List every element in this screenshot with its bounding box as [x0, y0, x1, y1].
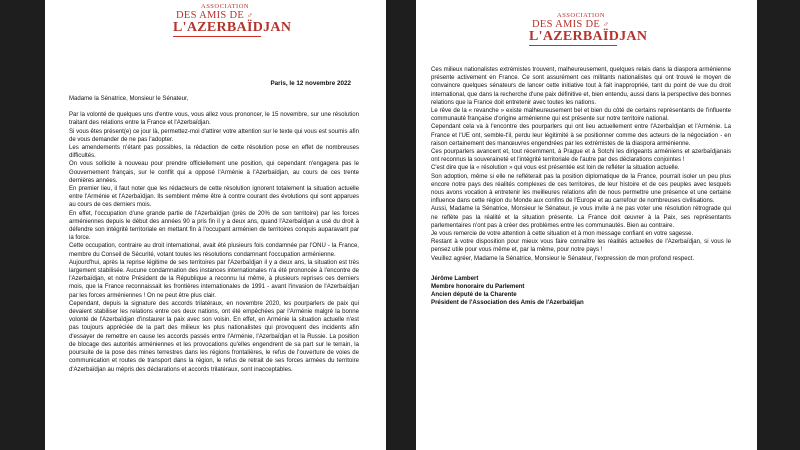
- letter-date: Paris, le 12 novembre 2022: [270, 80, 351, 87]
- logo-line-1: ASSOCIATION: [557, 12, 606, 19]
- paragraph: En premier lieu, il faut noter que les rédacteurs de cette résolution ignorent totalement la situation actuelle entre l'Arménie et l'Azerbaïdjan. Ils semblent même être à contre courant des évolutions qui sont apparues au cours de ces derniers mois.: [69, 186, 359, 209]
- paragraph: Aussi, Madame la Sénatrice, Monsieur le Sénateur, je vous invite à ne pas voter une résolution rétrograde qui ne reflète pas la réalité et la situation présente. La France doit œuvrer à la Paix, ses représentants parlementaires n'ont pas à créer des problèmes entre les communautés. Bien au contraire.: [431, 206, 731, 229]
- logo-line-3: L'AZERBAÏDJAN: [173, 20, 292, 35]
- letter-page-2: [416, 0, 757, 450]
- paragraph: Cependant cela va à l'encontre des pourparlers qui ont lieu actuellement entre l'Azerbaïdjan et l'Arménie. La France et l'UE ont, semble-t'il, perdu leur légitimité à se positionner comme des acteurs de la négociation - en raison certainement des manœuvres engendrées par les extrémistes de la diaspora arménienne.: [431, 124, 731, 147]
- letter-page-1: [45, 0, 386, 450]
- paragraph: On vous sollicite à nouveau pour prendre officiellement une position, qui cependant n'engagera pas le Gouvernement français, sur le conflit qui a opposé l'Arménie à l'Azerbaïdjan, au cours de ces trente dernières années.: [69, 161, 359, 184]
- paragraph: Veuillez agréer, Madame la Sénatrice, Monsieur le Sénateur, l'expression de mon profond respect.: [431, 255, 694, 262]
- signer-title: Ancien député de la Charente: [431, 291, 517, 299]
- paragraph: Ces milieux nationalistes extrémistes trouvent, malheureusement, quelques relais dans la diaspora arménienne présente activement en France. Ce sont assurément ces militants nationalistes qui ont trouvé le moyen de convaincre quelques sénateurs de lancer cette initiative tout à fait inappropriée, tant du point de vue du droit international, que dans la recherche d'une paix définitive et, bien entendu, aussi dans la perspective des bonnes relations que la France doit entretenir avec toutes les nations.: [431, 67, 732, 106]
- paragraph: Restant à votre disposition pour mieux vous faire connaître les réalités actuelles de l'Azerbaïdjan, si vous le pensez utile pour vous même et, par la même, pour notre pays !: [431, 239, 731, 254]
- paragraph: Cependant, depuis la signature des accords trilatéraux, en novembre 2020, les pourparlers de paix qui devaient stabiliser les relations entre ces deux nations, ont été empêchées par l'Arménie malgré la bonne volonté de l'Azerbaïdjan d'instaurer la paix avec son voisin. En effet, en Arménie la situation actuelle n'est pas toujours appréciée de la part des milieux les plus nationalistes qui provoquent des incidents afin d'essayer de remettre en cause les accords passés entre l'Arménie, l'Azerbaïdjan et la Russie. La position de blocage des autorités arméniennes et les provocations qu'elles engendrent de sa part sur le terrain, la poursuite de la pose des mines terrestres dans les régions frontalières, le refus de l'ouverture de voies de communication et routes de transport dans la région, le refus de retrait de ses forces armées du territoire d'Azerbaïdjan au mépris des déclarations et accords trilatéraux, sont inacceptables.: [69, 300, 359, 373]
- paragraph: Ces pourparlers avancent et, tout récemment, à Prague et à Sotchi les dirigeants arméniens et azerbaïdjanais ont reconnus la souveraineté et l'intégrité territoriale de l'autre par des déclarations conjointes !: [431, 149, 731, 164]
- venus-mars-icon: ♂: [603, 19, 610, 29]
- logo-underline: [173, 36, 261, 37]
- association-logo: [529, 13, 647, 46]
- salutation: Madame la Sénatrice, Monsieur le Sénateur,: [69, 96, 189, 102]
- letter-body-right: [431, 66, 731, 308]
- paragraph: Je vous remercie de votre attention à cette situation et à mon message confiant en votre sagesse.: [431, 231, 694, 238]
- paragraph: Cette occupation, contraire au droit international, avait été plusieurs fois condamnée par l'ONU - la France, membre du Conseil de Sécurité, votant toutes les résolutions condamnant l'occupation arménienne.: [69, 243, 359, 258]
- venus-mars-icon: ♂: [247, 10, 254, 20]
- signer-name: Jérôme Lambert: [431, 274, 479, 282]
- letter-body-left: [69, 95, 359, 374]
- signer-title: Membre honoraire du Parlement: [431, 283, 525, 291]
- paragraph: Si vous êtes présent(e) ce jour là, permettez-moi d'attirer votre attention sur le texte qui vous est soumis afin de vous demander de ne pas l'adopter.: [69, 128, 359, 143]
- paragraph: C'est dire que la « résolution » qui vous est présentée est loin de refléter la situation actuelle.: [431, 165, 680, 172]
- logo-underline: [529, 45, 617, 46]
- logo-line-3: L'AZERBAÏDJAN: [529, 29, 648, 44]
- association-logo: [173, 4, 291, 37]
- paragraph: Son adoption, même si elle ne refléterait pas la position diplomatique de la France, pourrait isoler un peu plus encore notre pays des réalités complexes de ces territoires, de leur histoire et de ces peuples avec lesquels nous avons vocation à entretenir les meilleures relations afin de nous permettre une présence et une certaine influence dans cette région du Monde aux confins de l'Europe et au carrefour de nombreuses civilisations.: [431, 173, 731, 205]
- paragraph: Le rêve de la « revanche » existe malheureusement bel et bien du côté de certains représentants de l'influente communauté française d'origine arménienne qui est présente sur notre territoire national.: [431, 108, 731, 123]
- paragraph: Les amendements n'étant pas possibles, la rédaction de cette résolution pose en effet de nombreuses difficultés.: [69, 145, 359, 160]
- paragraph: Aujourd'hui, après la reprise légitime de ses territoires par l'Azerbaïdjan il y a deux ans, la situation est très largement stabilisée. Aucune condamnation des instances internationales n'a été prononcée à l'encontre de l'Azerbaïdjan, et notre Président de la République a reconnu lui même, à plusieurs reprises ces derniers mois, que la France reconnaissait les frontières internationales de 1991 - avant l'invasion de l'Azerbaïdjan par les forces arméniennes ! On ne peut être plus clair.: [69, 259, 359, 299]
- logo-line-2: DES AMIS DE ♂: [176, 9, 254, 21]
- paragraph: Par la volonté de quelques uns d'entre vous, vous allez vous prononcer, le 15 novembre, sur une résolution traitant des relations entre la France et l'Azerbaïdjan.: [69, 112, 359, 127]
- signer-title: Président de l'Association des Amis de l'Azerbaïdjan: [431, 299, 584, 307]
- paragraph: En effet, l'occupation d'une grande partie de l'Azerbaïdjan (près de 20% de son territoire) par les forces arméniennes depuis le début des années 90 a pris fin il y a deux ans, quand l'Azerbaïdjan a usé du droit à défendre son intégrité territoriale en mettant fin à l'occupant arménien de territoires conquis auparavant par la force.: [69, 210, 359, 242]
- logo-line-2: DES AMIS DE ♂: [532, 18, 610, 30]
- logo-line-1: ASSOCIATION: [201, 3, 250, 10]
- signature-block: [431, 275, 731, 308]
